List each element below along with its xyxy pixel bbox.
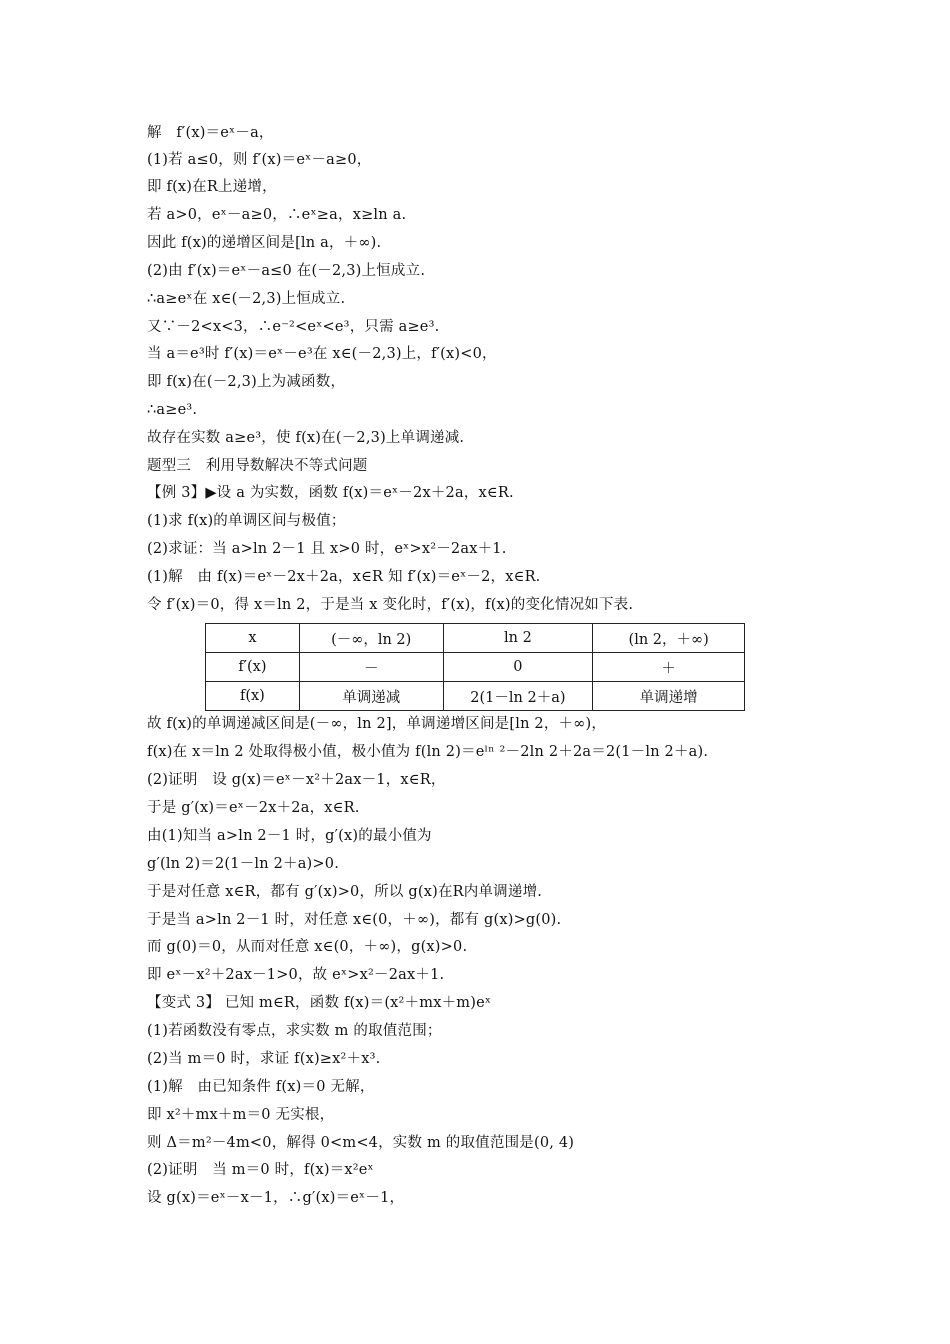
text-line: (1)若函数没有零点，求实数 m 的取值范围； [147, 1023, 442, 1039]
table-cell: － [299, 653, 443, 682]
text-line: (1)若 a≤0，则 f′(x)＝eˣ－a≥0， [147, 152, 372, 168]
example-heading: 【例 3】▶设 a 为实数，函数 f(x)＝eˣ－2x＋2a，x∈R. [147, 485, 514, 501]
variant-heading: 【变式 3】 已知 m∈R，函数 f(x)＝(x²＋mx＋m)eˣ [147, 995, 492, 1011]
text-line: 由(1)知当 a>ln 2－1 时，g′(x)的最小值为 [147, 828, 432, 844]
text-line: ∴a≥eˣ在 x∈(－2,3)上恒成立. [147, 291, 346, 307]
section-heading: 题型三 利用导数解决不等式问题 [147, 458, 368, 474]
table-row [206, 624, 745, 653]
text-line: 又∵－2<x<3，∴e⁻²<eˣ<e³，只需 a≥e³. [147, 319, 440, 335]
text-line: 解 f′(x)＝eˣ－a， [147, 125, 274, 141]
table-cell: (－∞，ln 2) [299, 624, 443, 653]
table-cell: f(x) [206, 682, 300, 711]
text-line: (2)求证：当 a>ln 2－1 且 x>0 时，eˣ>x²－2ax＋1. [147, 541, 507, 557]
table-row [206, 682, 745, 711]
text-line: 故 f(x)的单调递减区间是(－∞，ln 2]，单调递增区间是[ln 2，＋∞)， [147, 716, 607, 732]
table-cell: (ln 2，＋∞) [593, 624, 745, 653]
table-cell: ＋ [593, 653, 745, 682]
text-line: 故存在实数 a≥e³，使 f(x)在(－2,3)上单调递减. [147, 430, 465, 446]
text-line: 即 x²＋mx＋m＝0 无实根， [147, 1107, 335, 1123]
text-line: 设 g(x)＝eˣ－x－1，∴g′(x)＝eˣ－1， [147, 1190, 405, 1206]
text-line: 于是对任意 x∈R，都有 g′(x)>0，所以 g(x)在R内单调递增. [147, 884, 543, 900]
variation-table [205, 623, 745, 711]
text-line: (1)解 由已知条件 f(x)＝0 无解， [147, 1079, 375, 1095]
text-line: 因此 f(x)的递增区间是[ln a，＋∞). [147, 235, 382, 251]
table-cell: 2(1－ln 2＋a) [443, 682, 593, 711]
table-cell: 单调递增 [593, 682, 745, 711]
text-line: 于是 g′(x)＝eˣ－2x＋2a，x∈R. [147, 800, 360, 816]
text-line: (2)当 m＝0 时，求证 f(x)≥x²＋x³. [147, 1051, 381, 1067]
text-line: 即 f(x)在R上递增， [147, 179, 277, 195]
text-line: (1)求 f(x)的单调区间与极值； [147, 513, 346, 529]
table-cell: 单调递减 [299, 682, 443, 711]
table-cell: x [206, 624, 300, 653]
text-line: 而 g(0)＝0，从而对任意 x∈(0，＋∞)，g(x)>0. [147, 939, 468, 955]
text-line: 于是当 a>ln 2－1 时，对任意 x∈(0，＋∞)，都有 g(x)>g(0). [147, 912, 562, 928]
text-line: 当 a＝e³时 f′(x)＝eˣ－e³在 x∈(－2,3)上，f′(x)<0， [147, 346, 497, 362]
text-line: (2)由 f′(x)＝eˣ－a≤0 在(－2,3)上恒成立. [147, 263, 426, 279]
text-line: g′(ln 2)＝2(1－ln 2＋a)>0. [147, 856, 340, 872]
text-line: 令 f′(x)＝0，得 x＝ln 2，于是当 x 变化时，f′(x)，f(x)的变化情况如下表. [147, 597, 634, 613]
text-line: (1)解 由 f(x)＝eˣ－2x＋2a，x∈R 知 f′(x)＝eˣ－2，x∈R. [147, 569, 541, 585]
table-cell: 0 [443, 653, 593, 682]
text-line: 若 a>0，eˣ－a≥0，∴eˣ≥a，x≥ln a. [147, 207, 407, 223]
text-line: f(x)在 x＝ln 2 处取得极小值，极小值为 f(ln 2)＝eˡⁿ ²－2ln 2＋2a＝2(1－ln 2＋a). [147, 744, 709, 760]
text-line: (2)证明 设 g(x)＝eˣ－x²＋2ax－1，x∈R， [147, 772, 446, 788]
table-cell: ln 2 [443, 624, 593, 653]
text-line: ∴a≥e³. [147, 402, 198, 418]
text-line: 则 Δ＝m²－4m<0，解得 0<m<4，实数 m 的取值范围是(0, 4) [147, 1135, 575, 1151]
text-line: (2)证明 当 m＝0 时，f(x)＝x²eˣ [147, 1162, 374, 1178]
table-cell: f′(x) [206, 653, 300, 682]
table-row [206, 653, 745, 682]
text-line: 即 eˣ－x²＋2ax－1>0，故 eˣ>x²－2ax＋1. [147, 967, 445, 983]
text-line: 即 f(x)在(－2,3)上为减函数， [147, 374, 346, 390]
